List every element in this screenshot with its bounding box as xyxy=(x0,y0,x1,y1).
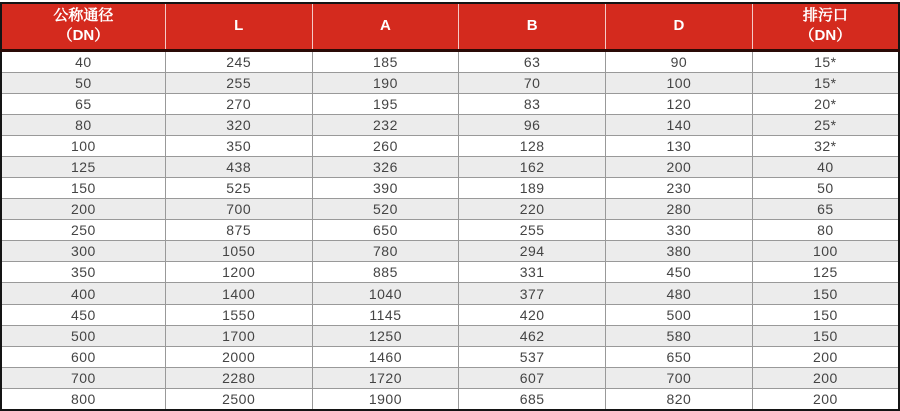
table-cell-b: 83 xyxy=(459,93,606,114)
table-cell-dn: 450 xyxy=(1,304,165,325)
table-cell-dn: 300 xyxy=(1,241,165,262)
table-cell-a: 232 xyxy=(312,114,459,135)
table-cell-b: 462 xyxy=(459,325,606,346)
table-cell-l: 525 xyxy=(165,178,312,199)
header-cell-d xyxy=(606,3,753,50)
valve-dimension-table xyxy=(0,2,900,411)
table-cell-dn: 600 xyxy=(1,346,165,367)
table-cell-b: 70 xyxy=(459,72,606,93)
header-label-line: （DN） xyxy=(799,27,852,45)
table-cell-drain: 200 xyxy=(752,367,899,388)
table-cell-a: 520 xyxy=(312,199,459,220)
table-cell-b: 607 xyxy=(459,367,606,388)
table-cell-drain: 200 xyxy=(752,346,899,367)
table-cell-b: 294 xyxy=(459,241,606,262)
table-cell-dn: 350 xyxy=(1,262,165,283)
table-cell-d: 200 xyxy=(606,157,753,178)
header-label-line: （DN） xyxy=(57,27,110,45)
table-cell-b: 537 xyxy=(459,346,606,367)
table-cell-l: 1200 xyxy=(165,262,312,283)
table-row-dn-250 xyxy=(1,220,899,241)
table-row-dn-200 xyxy=(1,199,899,220)
table-cell-drain: 50 xyxy=(752,178,899,199)
table-row-dn-600 xyxy=(1,346,899,367)
table-cell-drain: 32* xyxy=(752,135,899,156)
table-cell-a: 885 xyxy=(312,262,459,283)
table-cell-d: 230 xyxy=(606,178,753,199)
table-cell-d: 450 xyxy=(606,262,753,283)
table-cell-a: 190 xyxy=(312,72,459,93)
header-cell-l xyxy=(165,3,312,50)
table-row-dn-80 xyxy=(1,114,899,135)
table-cell-b: 96 xyxy=(459,114,606,135)
table-cell-b: 63 xyxy=(459,50,606,72)
table-cell-drain: 200 xyxy=(752,388,899,410)
table-cell-d: 330 xyxy=(606,220,753,241)
table-cell-drain: 15* xyxy=(752,50,899,72)
table-cell-dn: 40 xyxy=(1,50,165,72)
header-cell-drain xyxy=(752,3,899,50)
table-cell-drain: 150 xyxy=(752,325,899,346)
table-cell-d: 120 xyxy=(606,93,753,114)
table-cell-dn: 250 xyxy=(1,220,165,241)
table-cell-a: 326 xyxy=(312,157,459,178)
table-cell-a: 260 xyxy=(312,135,459,156)
table-row-dn-800 xyxy=(1,388,899,410)
table-cell-b: 255 xyxy=(459,220,606,241)
table-cell-l: 875 xyxy=(165,220,312,241)
table-cell-d: 280 xyxy=(606,199,753,220)
table-cell-a: 1720 xyxy=(312,367,459,388)
table-cell-l: 350 xyxy=(165,135,312,156)
table-cell-drain: 15* xyxy=(752,72,899,93)
table-cell-dn: 800 xyxy=(1,388,165,410)
table-cell-b: 420 xyxy=(459,304,606,325)
table-row-dn-500 xyxy=(1,325,899,346)
table-cell-dn: 100 xyxy=(1,135,165,156)
table-cell-dn: 150 xyxy=(1,178,165,199)
table-cell-drain: 100 xyxy=(752,241,899,262)
table-cell-a: 650 xyxy=(312,220,459,241)
table-cell-a: 390 xyxy=(312,178,459,199)
table-cell-d: 500 xyxy=(606,304,753,325)
table-cell-drain: 80 xyxy=(752,220,899,241)
table-cell-a: 195 xyxy=(312,93,459,114)
table-cell-b: 685 xyxy=(459,388,606,410)
table-body xyxy=(1,50,899,410)
table-cell-l: 1050 xyxy=(165,241,312,262)
table-row-dn-40 xyxy=(1,50,899,72)
header-label-line: B xyxy=(526,17,538,35)
table-row-dn-400 xyxy=(1,283,899,304)
table-cell-drain: 65 xyxy=(752,199,899,220)
table-cell-d: 480 xyxy=(606,283,753,304)
table-cell-dn: 65 xyxy=(1,93,165,114)
table-row-dn-700 xyxy=(1,367,899,388)
table-cell-l: 270 xyxy=(165,93,312,114)
table-cell-l: 320 xyxy=(165,114,312,135)
table-cell-b: 377 xyxy=(459,283,606,304)
table-cell-d: 820 xyxy=(606,388,753,410)
table-cell-l: 2000 xyxy=(165,346,312,367)
table-row-dn-300 xyxy=(1,241,899,262)
table-cell-b: 162 xyxy=(459,157,606,178)
table-cell-l: 1700 xyxy=(165,325,312,346)
table-cell-l: 255 xyxy=(165,72,312,93)
table-cell-b: 331 xyxy=(459,262,606,283)
table-cell-l: 438 xyxy=(165,157,312,178)
header-cell-a xyxy=(312,3,459,50)
table-cell-b: 128 xyxy=(459,135,606,156)
table-cell-b: 189 xyxy=(459,178,606,199)
table-cell-drain: 150 xyxy=(752,283,899,304)
header-label-line: D xyxy=(673,17,685,35)
table-cell-dn: 50 xyxy=(1,72,165,93)
table-cell-a: 1900 xyxy=(312,388,459,410)
table-row-dn-150 xyxy=(1,178,899,199)
table-cell-l: 1550 xyxy=(165,304,312,325)
table-cell-d: 650 xyxy=(606,346,753,367)
header-row xyxy=(1,3,899,50)
table-cell-d: 140 xyxy=(606,114,753,135)
table-cell-a: 185 xyxy=(312,50,459,72)
table-cell-dn: 80 xyxy=(1,114,165,135)
header-cell-dn xyxy=(1,3,165,50)
table-cell-d: 580 xyxy=(606,325,753,346)
table-cell-dn: 500 xyxy=(1,325,165,346)
table-row-dn-350 xyxy=(1,262,899,283)
header-label-line: 公称通径 xyxy=(53,7,114,24)
table-cell-drain: 25* xyxy=(752,114,899,135)
table-cell-dn: 200 xyxy=(1,199,165,220)
table-cell-a: 780 xyxy=(312,241,459,262)
table-cell-drain: 20* xyxy=(752,93,899,114)
table-cell-dn: 700 xyxy=(1,367,165,388)
table-cell-drain: 125 xyxy=(752,262,899,283)
table-cell-d: 100 xyxy=(606,72,753,93)
table-cell-d: 130 xyxy=(606,135,753,156)
table-cell-d: 700 xyxy=(606,367,753,388)
header-label-line: A xyxy=(380,17,391,35)
table-row-dn-50 xyxy=(1,72,899,93)
table-cell-d: 380 xyxy=(606,241,753,262)
table-cell-drain: 40 xyxy=(752,157,899,178)
table-row-dn-100 xyxy=(1,135,899,156)
table-cell-b: 220 xyxy=(459,199,606,220)
table-cell-l: 2280 xyxy=(165,367,312,388)
table-cell-dn: 400 xyxy=(1,283,165,304)
table-cell-l: 245 xyxy=(165,50,312,72)
table-cell-a: 1250 xyxy=(312,325,459,346)
table-row-dn-125 xyxy=(1,157,899,178)
table-cell-a: 1460 xyxy=(312,346,459,367)
header-label-line: 排污口 xyxy=(802,7,848,24)
table-header xyxy=(1,3,899,50)
header-label-line: L xyxy=(234,17,244,35)
table-cell-d: 90 xyxy=(606,50,753,72)
table-cell-drain: 150 xyxy=(752,304,899,325)
table-cell-l: 1400 xyxy=(165,283,312,304)
table-cell-dn: 125 xyxy=(1,157,165,178)
table-cell-l: 2500 xyxy=(165,388,312,410)
header-cell-b xyxy=(459,3,606,50)
table-row-dn-65 xyxy=(1,93,899,114)
table-cell-l: 700 xyxy=(165,199,312,220)
table-cell-a: 1040 xyxy=(312,283,459,304)
table-cell-a: 1145 xyxy=(312,304,459,325)
table-row-dn-450 xyxy=(1,304,899,325)
